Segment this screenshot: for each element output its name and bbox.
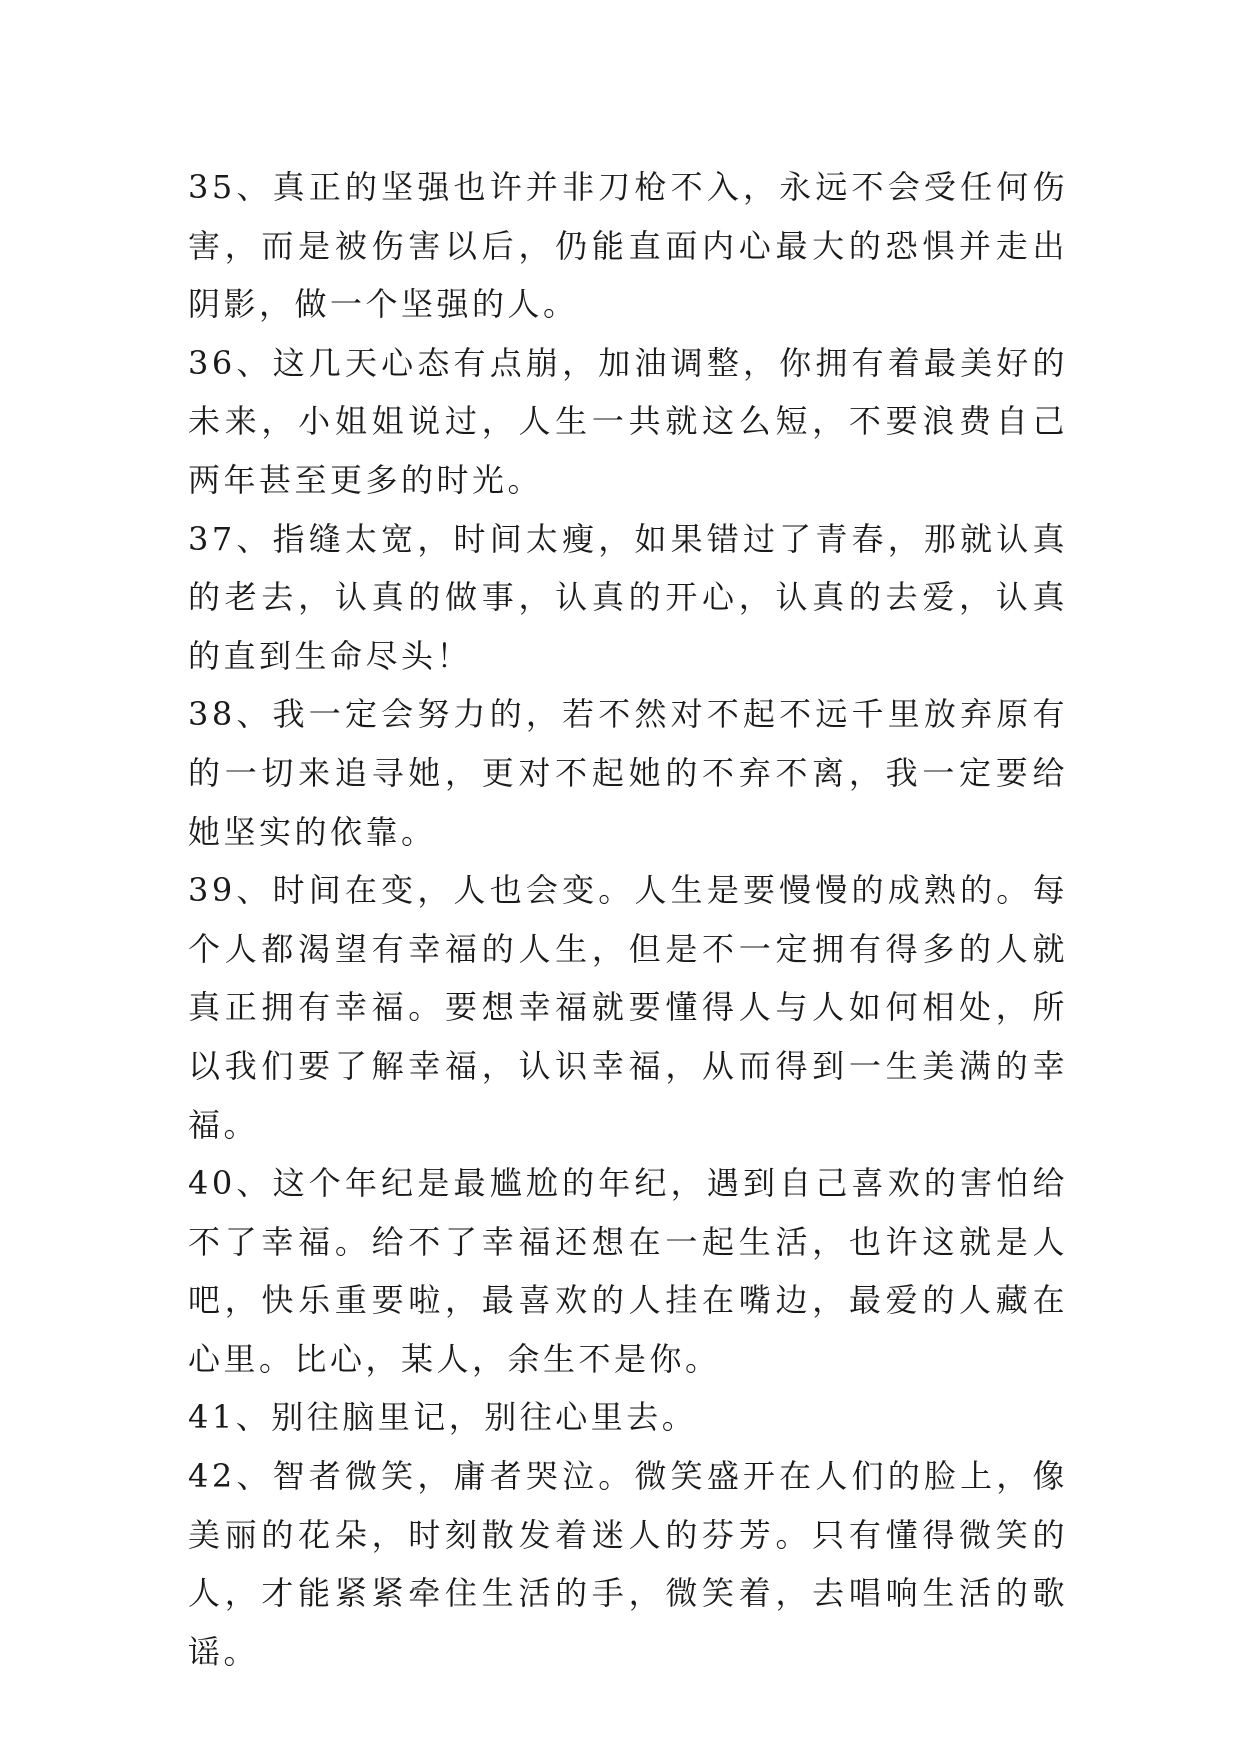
paragraph-41: 41、别往脑里记，别往心里去。 <box>188 1398 698 1437</box>
paragraph-36: 36、这几天心态有点崩，加油调整，你拥有着最美好的未来，小姐姐说过，人生一共就这么短，不要浪费自己两年甚至更多的时光。 <box>188 343 1068 499</box>
document-body <box>188 158 1068 1681</box>
paragraph-42: 42、智者微笑，庸者哭泣。微笑盛开在人们的脸上，像美丽的花朵，时刻散发着迷人的芬芳。只有懂得微笑的人，才能紧紧牵住生活的手，微笑着，去唱响生活的歌谣。 <box>188 1457 1068 1671</box>
paragraph-38: 38、我一定会努力的，若不然对不起不远千里放弃原有的一切来追寻她，更对不起她的不弃不离，我一定要给她坚实的依靠。 <box>188 695 1068 851</box>
paragraph-39: 39、时间在变，人也会变。人生是要慢慢的成熟的。每个人都渴望有幸福的人生，但是不一定拥有得多的人就真正拥有幸福。要想幸福就要懂得人与人如何相处，所以我们要了解幸福，认识幸福，从而得到一生美满的幸福。 <box>188 871 1068 1144</box>
paragraph-40: 40、这个年纪是最尴尬的年纪，遇到自己喜欢的害怕给不了幸福。给不了幸福还想在一起生活，也许这就是人吧，快乐重要啦，最喜欢的人挂在嘴边，最爱的人藏在心里。比心，某人，余生不是你。 <box>188 1164 1068 1378</box>
paragraph-37: 37、指缝太宽，时间太瘦，如果错过了青春，那就认真的老去，认真的做事，认真的开心，认真的去爱，认真的直到生命尽头！ <box>188 519 1068 675</box>
paragraph-35: 35、真正的坚强也许并非刀枪不入，永远不会受任何伤害，而是被伤害以后，仍能直面内心最大的恐惧并走出阴影，做一个坚强的人。 <box>188 168 1068 324</box>
